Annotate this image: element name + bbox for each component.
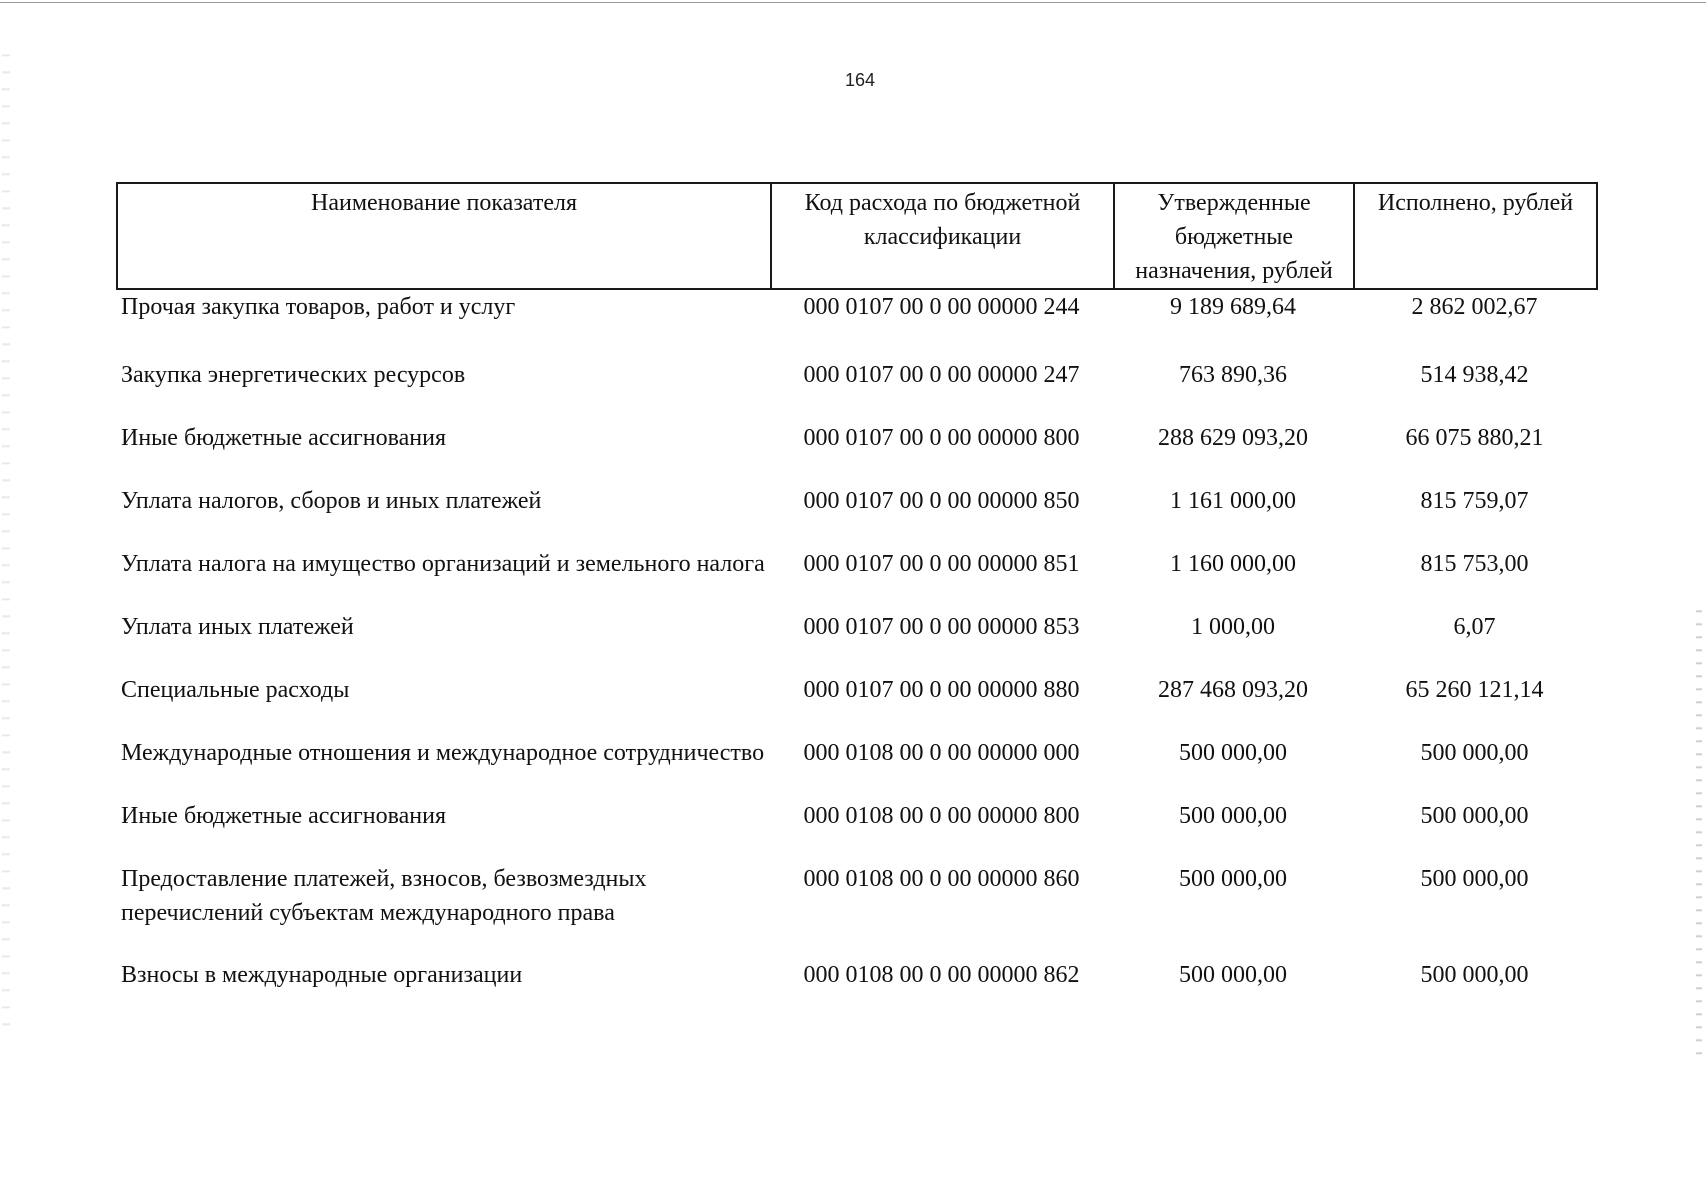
row-code: 000 0107 00 0 00 00000 850 [803, 488, 1080, 514]
row-code: 000 0107 00 0 00 00000 247 [803, 362, 1080, 388]
row-name: Предоставление платежей, взносов, безвозмездных перечислений субъектам международного права [121, 866, 647, 926]
row-executed: 65 260 121,14 [1405, 677, 1544, 703]
row-executed: 6,07 [1453, 614, 1496, 640]
row-code: 000 0108 00 0 00 00000 860 [803, 866, 1080, 892]
row-approved: 1 000,00 [1191, 614, 1275, 640]
row-approved: 500 000,00 [1179, 962, 1287, 988]
row-executed: 2 862 002,67 [1411, 294, 1538, 320]
table-body [117, 289, 1597, 1015]
row-approved: 500 000,00 [1179, 803, 1287, 829]
page-number: 164 [844, 70, 876, 90]
scan-edge-left [2, 40, 10, 1040]
row-code: 000 0107 00 0 00 00000 880 [803, 677, 1080, 703]
row-executed: 815 759,07 [1420, 488, 1529, 514]
table-row [117, 793, 1597, 856]
table-row [117, 289, 1597, 352]
row-name: Специальные расходы [121, 677, 350, 703]
row-code: 000 0107 00 0 00 00000 244 [803, 294, 1080, 320]
row-name: Уплата налога на имущество организаций и земельного налога [121, 551, 765, 577]
row-code: 000 0107 00 0 00 00000 853 [803, 614, 1080, 640]
header-code: Код расхода по бюджетной классификации [771, 183, 1114, 289]
table-row [117, 541, 1597, 604]
table-header [117, 183, 1597, 289]
row-approved: 500 000,00 [1179, 866, 1287, 892]
row-executed: 500 000,00 [1420, 740, 1529, 766]
table-row [117, 478, 1597, 541]
header-executed: Исполнено, рублей [1354, 183, 1597, 289]
row-executed: 500 000,00 [1420, 803, 1529, 829]
table-row [117, 604, 1597, 667]
row-executed: 815 753,00 [1420, 551, 1529, 577]
row-executed: 66 075 880,21 [1405, 425, 1544, 451]
budget-execution-table [116, 182, 1598, 1015]
table-row [117, 352, 1597, 415]
table-row [117, 415, 1597, 478]
row-approved: 1 160 000,00 [1170, 551, 1296, 577]
row-name: Закупка энергетических ресурсов [121, 362, 466, 388]
row-code: 000 0108 00 0 00 00000 862 [803, 962, 1080, 988]
scan-edge-top [0, 2, 1706, 3]
row-name: Международные отношения и международное сотрудничество [121, 740, 765, 766]
table-row [117, 856, 1597, 952]
table-row [117, 952, 1597, 1015]
row-executed: 500 000,00 [1420, 866, 1529, 892]
row-code: 000 0108 00 0 00 00000 800 [803, 803, 1080, 829]
row-code: 000 0107 00 0 00 00000 800 [803, 425, 1080, 451]
header-row [117, 183, 1597, 289]
header-approved: Утвержденные бюджетные назначения, рублей [1114, 183, 1354, 289]
scan-edge-right [1696, 600, 1702, 1060]
row-name: Иные бюджетные ассигнования [121, 425, 446, 451]
table-row [117, 667, 1597, 730]
row-name: Уплата налогов, сборов и иных платежей [121, 488, 542, 514]
row-name: Уплата иных платежей [121, 614, 354, 640]
row-executed: 500 000,00 [1420, 962, 1529, 988]
row-code: 000 0107 00 0 00 00000 851 [803, 551, 1080, 577]
header-name: Наименование показателя [117, 183, 771, 289]
row-approved: 500 000,00 [1179, 740, 1287, 766]
row-name: Взносы в международные организации [121, 962, 523, 988]
row-approved: 287 468 093,20 [1158, 677, 1308, 703]
row-approved: 763 890,36 [1179, 362, 1287, 388]
table-row [117, 730, 1597, 793]
row-name: Иные бюджетные ассигнования [121, 803, 446, 829]
row-code: 000 0108 00 0 00 00000 000 [803, 740, 1080, 766]
row-name: Прочая закупка товаров, работ и услуг [121, 294, 516, 320]
row-executed: 514 938,42 [1420, 362, 1529, 388]
row-approved: 288 629 093,20 [1158, 425, 1308, 451]
row-approved: 9 189 689,64 [1170, 294, 1296, 320]
row-approved: 1 161 000,00 [1170, 488, 1296, 514]
